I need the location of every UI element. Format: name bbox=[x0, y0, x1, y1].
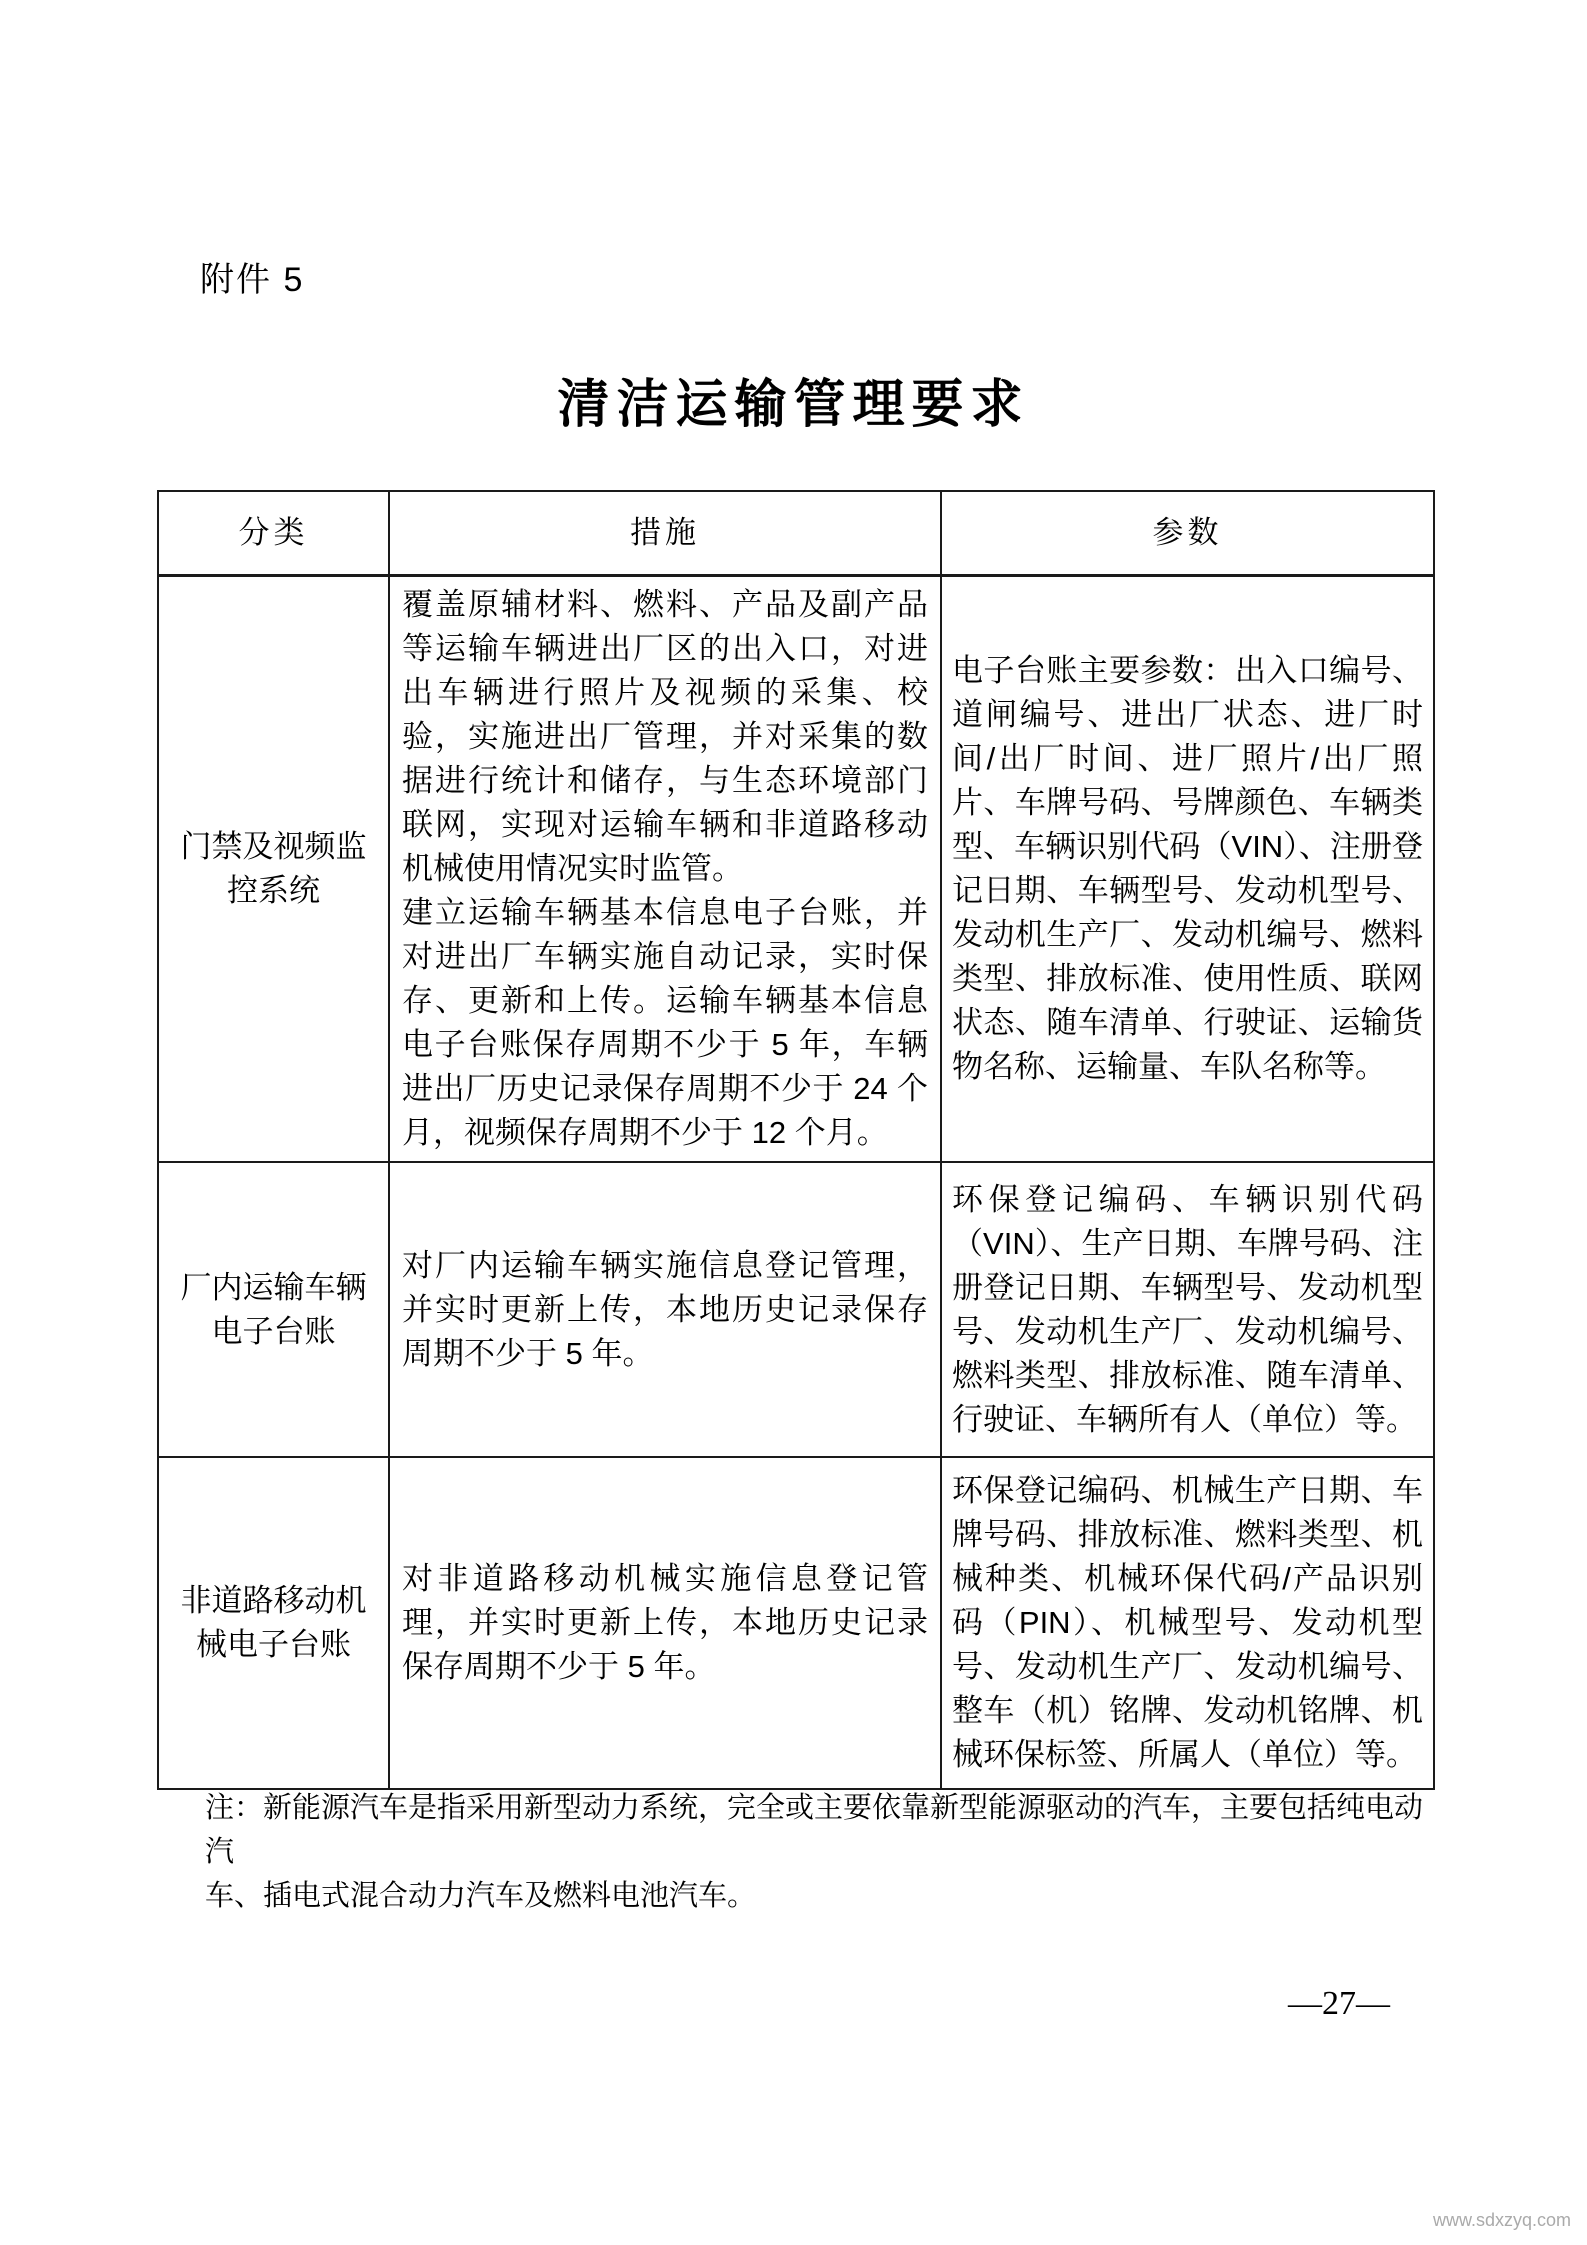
category-cell-non-road-machinery: 非道路移动机械电子台账 bbox=[158, 1457, 389, 1789]
measures-cell-non-road-machinery bbox=[389, 1457, 941, 1789]
requirements-table bbox=[157, 490, 1435, 1790]
category-cell-access-control: 门禁及视频监控系统 bbox=[158, 576, 389, 1163]
header-category: 分类 bbox=[158, 491, 389, 576]
table-row bbox=[158, 576, 1434, 1163]
page-number: —27— bbox=[1288, 1985, 1390, 2022]
watermark: www.sdxzyq.com bbox=[1432, 2210, 1571, 2230]
page-title: 清洁运输管理要求 bbox=[557, 377, 1030, 434]
table-header-row bbox=[158, 491, 1434, 576]
table-row bbox=[158, 1162, 1434, 1457]
header-measures: 措施 bbox=[389, 491, 941, 576]
footnote-line: 注：新能源汽车是指采用新型动力系统，完全或主要依靠新型能源驱动的汽车，主要包括纯电动汽 bbox=[205, 1792, 1424, 1868]
footnote-line: 车、插电式混合动力汽车及燃料电池汽车。 bbox=[205, 1880, 757, 1912]
measures-paragraph: 对非道路移动机械实施信息登记管理，并实时更新上传，本地历史记录保存周期不少于 5 年。 bbox=[402, 1561, 928, 1684]
attachment-label: 附件 5 bbox=[200, 261, 305, 299]
footnote bbox=[205, 1786, 1450, 1918]
header-parameters: 参数 bbox=[941, 491, 1434, 576]
category-cell-plant-vehicles: 厂内运输车辆电子台账 bbox=[158, 1162, 389, 1457]
measures-paragraph: 对厂内运输车辆实施信息登记管理，并实时更新上传，本地历史记录保存周期不少于 5 年。 bbox=[402, 1247, 928, 1371]
measures-paragraph: 覆盖原辅材料、燃料、产品及副产品等运输车辆进出厂区的出入口，对进出车辆进行照片及视频的采集、校验，实施进出厂管理，并对采集的数据进行统计和储存，与生态环境部门联网，实现对运输车辆和非道路移动机械使用情况实时监管。 bbox=[402, 587, 928, 886]
parameters-cell-non-road-machinery: 环保登记编码、机械生产日期、车牌号码、排放标准、燃料类型、机械种类、机械环保代码/产品识别码（PIN）、机械型号、发动机型号、发动机生产厂、发动机编号、整车（机）铭牌、发动机铭牌、机械环保标签、所属人（单位）等。 bbox=[941, 1457, 1434, 1789]
table-row bbox=[158, 1457, 1434, 1789]
measures-cell-access-control bbox=[389, 576, 941, 1163]
parameters-cell-access-control: 电子台账主要参数：出入口编号、道闸编号、进出厂状态、进厂时间/出厂时间、进厂照片/出厂照片、车牌号码、号牌颜色、车辆类型、车辆识别代码（VIN）、注册登记日期、车辆型号、发动机型号、发动机生产厂、发动机编号、燃料类型、排放标准、使用性质、联网状态、随车清单、行驶证、运输货物名称、运输量、车队名称等。 bbox=[941, 576, 1434, 1163]
measures-paragraph: 建立运输车辆基本信息电子台账，并对进出厂车辆实施自动记录，实时保存、更新和上传。运输车辆基本信息电子台账保存周期不少于 5 年，车辆进出厂历史记录保存周期不少于 24 个月，视频保存周期不少于 12 个月。 bbox=[402, 895, 928, 1150]
measures-cell-plant-vehicles bbox=[389, 1162, 941, 1457]
parameters-cell-plant-vehicles: 环保登记编码、车辆识别代码（VIN）、生产日期、车牌号码、注册登记日期、车辆型号、发动机型号、发动机生产厂、发动机编号、燃料类型、排放标准、随车清单、行驶证、车辆所有人（单位）等。 bbox=[941, 1162, 1434, 1457]
